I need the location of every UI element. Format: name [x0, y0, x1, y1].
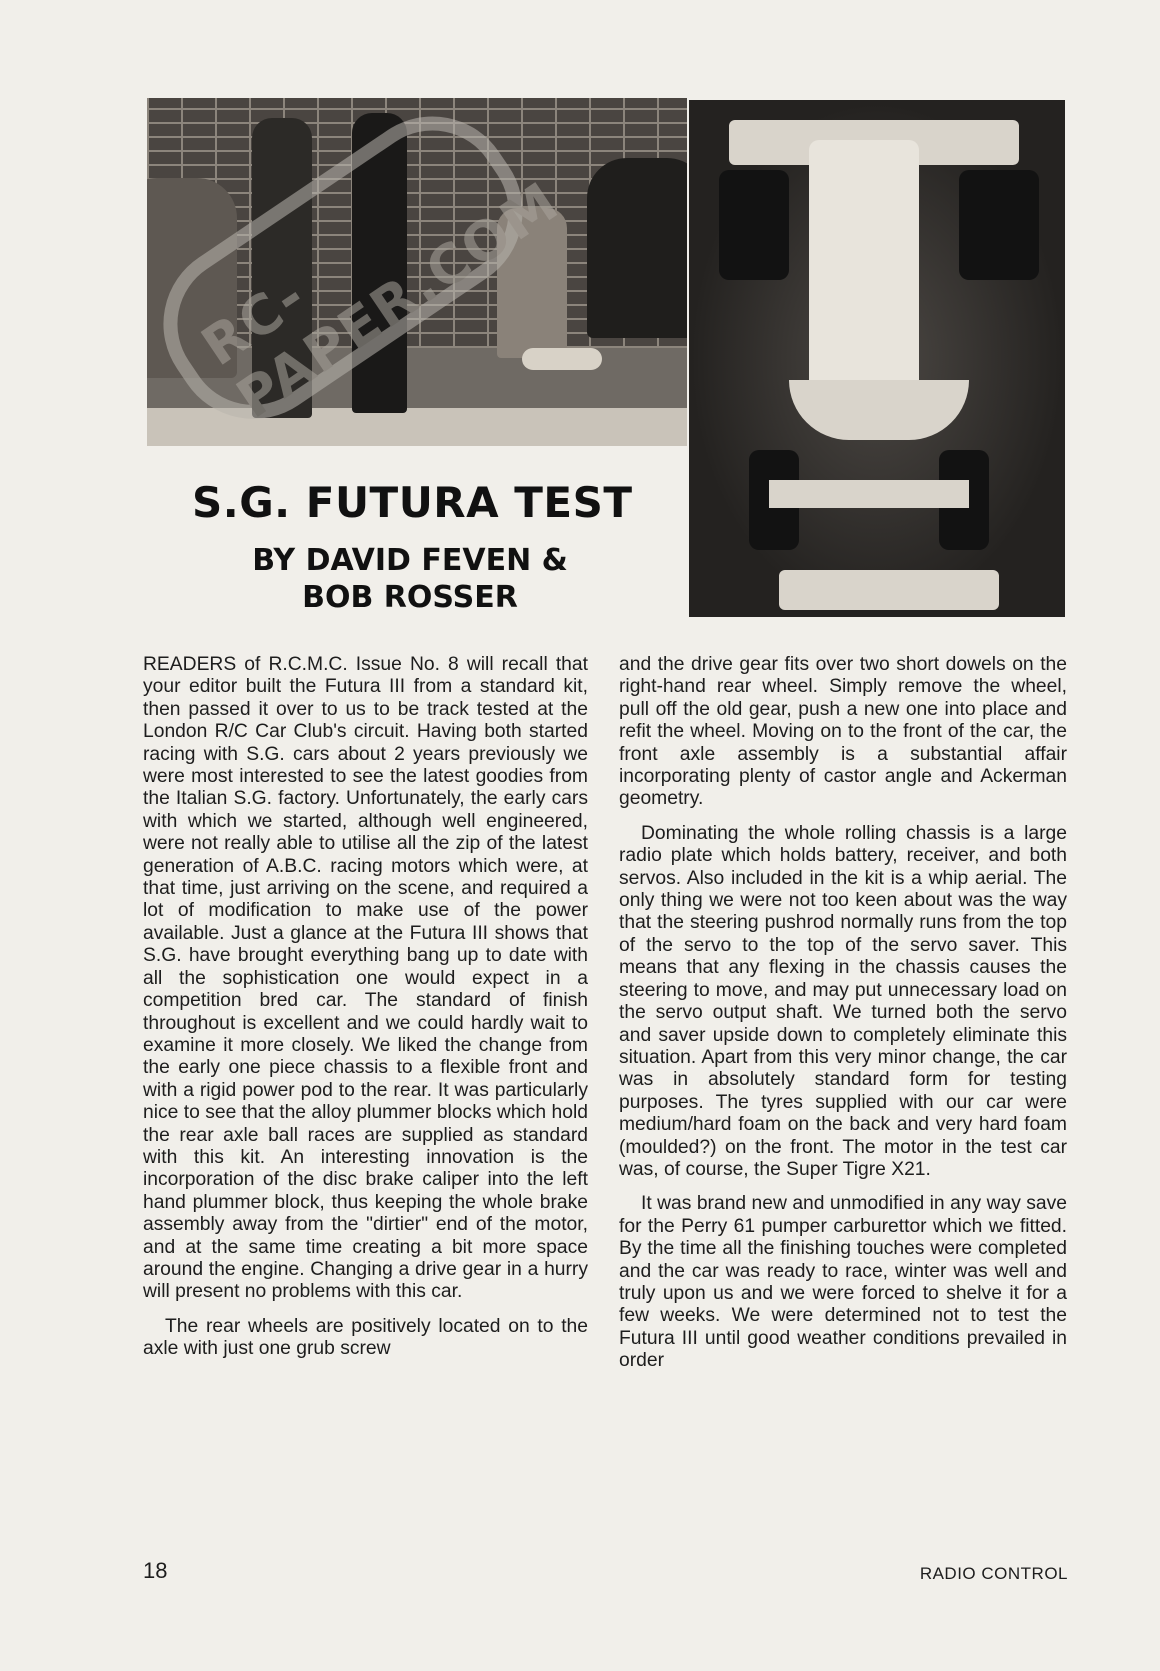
- magazine-name: RADIO CONTROL: [919, 1564, 1068, 1583]
- front-axle: [769, 480, 969, 508]
- watermark-text: RC-PAPER.COM: [190, 169, 571, 431]
- rear-right-tyre: [959, 170, 1039, 280]
- paragraph: and the drive gear fits over two short dowels on the right-hand rear wheel. Simply remove the wheel, pull off the old gear, push a new one into place and refit the wheel. Moving on to the front of the car, the front axle assembly is a substantial affair incorporating plenty of castor angle and Ackerman geometry.: [619, 654, 1067, 810]
- paragraph: It was brand new and unmodified in any way save for the Perry 61 pumper carburettor which we fitted. By the time all the finishing touches were completed and the car was ready to race, winter was well and truly upon us and we were forced to shelve it for a few weeks. We were determined not to test the Futura III until good weather conditions prevailed in order: [619, 1193, 1067, 1372]
- article-column-right: [619, 654, 1067, 1385]
- engine-block: [809, 140, 919, 390]
- paragraph: Dominating the whole rolling chassis is a large radio plate which holds battery, receiver, and both servos. Also included in the kit is a whip aerial. The only thing we were not too keen about was the way that the steering pushrod normally runs from the top of the servo to the top of the servo saver. This means that any flexing in the chassis causes the steering to move, and may put unnecessary load on the servo output shaft. We turned both the servo and saver upside down to completely eliminate this situation. Apart from this very minor change, the car was in absolutely standard form for testing purposes. The tyres supplied with our car were medium/hard foam on the back and very hard foam (moulded?) on the front. The motor in the test car was, of course, the Super Tigre X21.: [619, 822, 1067, 1180]
- paragraph: The rear wheels are positively located on to the axle with just one grub screw: [143, 1315, 588, 1360]
- paragraph: READERS of R.C.M.C. Issue No. 8 will recall that your editor built the Futura III from a standard kit, then passed it over to us to be track tested at the London R/C Car Club's circuit. Having both started racing with S.G. cars about 2 years previously we were most interested to see the latest goodies from the Italian S.G. factory. Unfortunately, the early cars with which we started, although well engineered, were not really able to utilise all the zip of the latest generation of A.B.C. racing motors which were, at that time, just arriving on the scene, and required a lot of modification to make use of the power available. Just a glance at the Futura III shows that S.G. have brought everything bang up to date with all the sophistication one would expect in a competition bred car. The standard of finish throughout is excellent and we could hardly wait to examine it more closely. We liked the change from the early one piece chassis to a flexible front and with a rigid power pod to the rear. It was particularly nice to see that the alloy plummer blocks which hold the rear axle ball races are supplied as standard with this kit. An interesting innovation is the incorporation of the disc brake caliper into the left hand plummer block, thus keeping the whole brake assembly away from the "dirtier" end of the motor, and at the same time creating a bit more space around the engine. Changing a drive gear in a hurry will present no problems with this car.: [143, 654, 588, 1303]
- front-bumper: [779, 570, 999, 610]
- article-title: S.G. FUTURA TEST: [192, 478, 633, 527]
- chassis-overhead-photo: [689, 100, 1065, 617]
- byline-line-2: BOB ROSSER: [302, 580, 518, 615]
- page-number: 18: [143, 1558, 168, 1583]
- article-column-left: [143, 654, 588, 1373]
- rear-left-tyre: [719, 170, 789, 280]
- byline-line-1: BY DAVID FEVEN &: [252, 543, 568, 578]
